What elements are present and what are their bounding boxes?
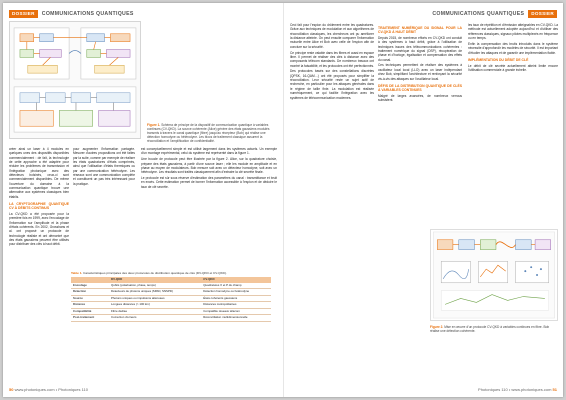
section-title: COMMUNICATIONS QUANTIQUES [432, 10, 525, 17]
left-column-1 [9, 147, 69, 383]
paragraph: Malgré de larges avancées, de nombreux verrous subsistent. [378, 93, 462, 103]
section-title: COMMUNICATIONS QUANTIQUES [41, 10, 134, 17]
paragraph: Ces techniques permettent de réaliser des systèmes à oscillateur local local (LLO) avec un laser indépendant chez Bob, simplifiant l'architecture et renforçant la sécurité vis-à-vis des attaques sur l'oscillateur local. [378, 63, 462, 81]
table-cell: Longues distances (> 100 km) [109, 302, 201, 309]
table-cell: Qubits (polarisation, phase, temps) [109, 283, 201, 289]
figure-2-diagram [430, 229, 558, 321]
table-caption-text: Caractéristiques principales des deux protocoles de distribution quantique de clés (DV-QKD et CV-QKD). [83, 271, 227, 275]
left-page [3, 3, 283, 397]
table-cell: Source [71, 295, 109, 302]
dossier-tag: DOSSIER [9, 10, 38, 18]
paragraph: Enfin la compensation des bruits introduits dans le système nécessite d'approfondir les modèles de sécurité. Il est important d'étudier les attaques et de garantir une implémentation fiable. [468, 41, 558, 55]
page-footer: Photoniques 110 • www.photoniques.com 51 [478, 387, 557, 392]
paragraph: Depuis 2015, de nombreux efforts en CV-QKD ont conduit à des systèmes à haut débit, grâce à l'utilisation de techniques issues des télécommunications cohérentes : traitement numérique du signal (DSP), récupération de phase et d'horloge, égalisation et compensation des effets du canal. [378, 35, 462, 62]
paragraph: pour augmenter l'information partagée. Mesurer d'autres propositions ont été faites par la suite, comme par exemple de réaliser les états quadratures d'états comprimés, ainsi que l'utilisation d'états thermiques ou par une communication hétérodyne. Les réseaux sont une communication complète et constituent un pas très intéressant pour la pratique. [73, 147, 136, 186]
magazine-spread [3, 3, 563, 397]
setup-schematic [10, 22, 140, 138]
table-cell: Photons uniques ou impulsions atténuées [109, 295, 201, 302]
paragraph: La CV-QKD a été proposée pour la première fois en 1999, avec l'encodage de l'information sur l'amplitude et la phase d'états cohérents. En 2002, Grosshans et al. ont proposé un protocole de technologie réaliste et ont démontré que des états gaussiens peuvent être utilisés pour distribuer des clés à haut débit. [9, 212, 69, 247]
figure-2-label: Figure 2. [430, 325, 444, 329]
right-column-1 [290, 23, 374, 383]
table-cell: Réconciliation multidimensionnelle [201, 315, 271, 322]
table-cell: Distance [71, 302, 109, 309]
table-header: CV-QKD [201, 277, 271, 283]
page-number: 50 [9, 387, 14, 392]
table-cell: Distances métropolitaines [201, 302, 271, 309]
table-row [71, 315, 271, 322]
table-cell: Correction d'erreurs [109, 315, 201, 322]
fiber-setup-schematic [431, 230, 557, 320]
table-cell: Détection [71, 289, 109, 296]
issue-label: Photoniques 110 [58, 387, 88, 392]
section-heading: TRAITEMENT NUMÉRIQUE DU SIGNAL POUR LA CV-QKD À HAUT DÉBIT [378, 26, 462, 35]
figure-1-diagram [9, 21, 141, 139]
page-number: 51 [552, 387, 557, 392]
figure-2-text: Mise en œuvre d'un protocole CV-QKD à variables continues en fibre. Bob réalise une détection cohérente. [430, 325, 550, 334]
figure-1-label: Figure 1. [147, 123, 161, 127]
paragraph: Ceci fait pour l'espion du drôlement entre les quadratures. Grâce aux techniques de modulation et aux algorithmes de réconciliation classiques, les chercheurs ont pu améliorer la distance atteinte. On peut ensuite comparer l'information mutuelle entre Alice et Bob avec celle de l'espion afin de conclure sur la sécurité. [290, 23, 374, 49]
paragraph: Le débit de clé secrète actuellement atteint limite encore l'utilisation commerciale à grande échelle. [468, 63, 558, 72]
paragraph: Le protocole est sûr sous réserve d'estimation des paramètres du canal : transmittance et bruit en excès. Cette estimation permet de borner l'information accessible à l'espion et de déduire le taux de clé secrète. [141, 176, 277, 189]
site-url: www.photoniques.com [511, 387, 552, 392]
table-label: Table 1. [71, 271, 83, 275]
table-cell: Compatible réseaux télécom [201, 308, 271, 315]
table-cell: Détecteurs de photons uniques (SPAD, SNSPD) [109, 289, 201, 296]
table-caption [71, 271, 271, 275]
dossier-tag: DOSSIER [528, 10, 557, 18]
page-header [9, 9, 138, 18]
section-heading: DÉFIS DE LA DISTRIBUTION QUANTIQUE DE CLÉS À VARIABLES CONTINUES [378, 83, 462, 93]
left-column-3 [141, 147, 277, 267]
section-heading: LA CRYPTOGRAPHIE QUANTIQUE CV À DÉBITS CONTINUS [9, 202, 69, 211]
paragraph: Ce principe reste valable dans les fibres et aussi en espace libre. Il permet de réaliser des clés à distance avec des composants télécom standards. De nombreux travaux ont montré la faisabilité, et les protocoles ont été perfectionnés. [290, 50, 374, 68]
table [71, 277, 271, 322]
site-url: www.photoniques.com [14, 387, 55, 392]
table-cell: Quadratures X et P du champ [201, 283, 271, 289]
paragraph: les taux de répétition et d'émission atteignables en CV-QKD. La méthode est actuellement adoptée aujourd'hui et d'utiliser des références classiques, signaux pilotes multiplexés en fréquence ou en temps. [468, 23, 559, 41]
paragraph: est conceptuellement simple et est utilisé largement dans les systèmes actuels. Un exemple d'un montage expérimental, celui du système est représenté dans la figure 1. [141, 147, 277, 156]
table-cell: Post-traitement [71, 315, 109, 322]
table-cell: Compatibilité [71, 308, 109, 315]
page-footer: 50 www.photoniques.com • Photoniques 110 [9, 387, 88, 392]
comparison-table [71, 271, 271, 322]
table-cell: Fibre dédiée [109, 308, 201, 315]
paragraph: Des protocoles basés sur des constellations discrètes (QPSK, 16-QAM…) ont été proposés pour simplifier la réconciliation. Leur sécurité reste un sujet actif de recherche, en particulier pour les attaques générales dans le régime de taille finie. La modulation est réalisée numériquement, ce qui facilite l'intégration avec les systèmes de télécommunication modernes. [290, 69, 374, 100]
right-column-3 [468, 23, 558, 223]
left-column-2 [73, 147, 135, 265]
figure-2-caption [430, 325, 558, 333]
right-page [283, 3, 563, 397]
table-cell: Détection homodyne ou hétérodyne [201, 289, 271, 296]
table-cell: États cohérents gaussiens [201, 295, 271, 302]
table-cell: Encodage [71, 283, 109, 289]
table-header: DV-QKD [109, 277, 201, 283]
issue-label: Photoniques 110 [478, 387, 508, 392]
figure-1-text: Schéma de principe de la dispositif de communication quantique à variables continues (CV-QKD). La source cohérente (Alice) génère des états gaussiens modulés transmis à travers le canal quantique (fibre) jusqu'au récepteur (Bob) qui réalise une détection homodyne ou hétérodyne. Les blocs de traitement classique assurent la réconciliation et l'amplification de confidentialité. [147, 123, 270, 144]
paragraph: Une boucle de protocole peut être illustrée par la figure 2. Alice, sur la quadrature choisie, prépare des états gaussiens, à partir d'une source laser ; elle les module en amplitude et en phase au moyen de modulateurs. Bob mesure soit avec un détecteur homodyne, soit avec un hétérodyne. Les résultats sont traités classiquement afin d'extraire la clé secrète finale. [141, 157, 277, 175]
figure-1-caption [147, 123, 277, 143]
section-heading: IMPLÉMENTATION DU DÉBIT DE CLÉ [468, 57, 529, 62]
paragraph: créer ainsi un laser à 4 modules en quelques unes des dispositifs disponibles commercialement : de fait, la technologie de cette approche a été adaptée pour réduire les problèmes de transmission et l'intégration photonique avec des détecteurs bolsinés, ceux-ci sont commercialement disponibles. De même l'ouverture du domaine à la communication quantique trouve une alternative aux systèmes classiques bien établis. [9, 147, 69, 199]
right-column-2 [378, 23, 462, 223]
page-header [428, 9, 557, 18]
